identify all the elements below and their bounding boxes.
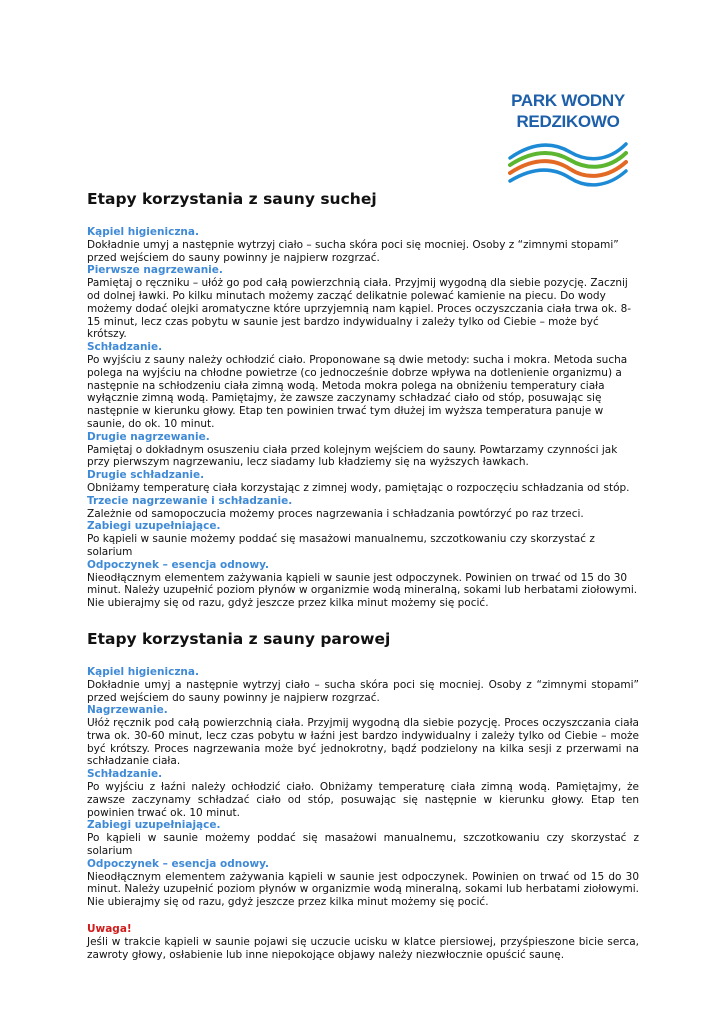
- wave-logo-icon: [508, 140, 628, 192]
- step-heading: Kąpiel higieniczna.: [87, 665, 199, 678]
- step-heading: Schładzanie.: [87, 341, 163, 354]
- step-text: Zależnie od samopoczucia możemy proces nagrzewania i schładzania powtórzyć po raz trzeci.: [87, 507, 584, 520]
- step-text: Po kąpieli w saunie możemy poddać się masażowi manualnemu, szczotkowaniu czy skorzystać z solarium: [87, 533, 595, 558]
- step-text: Ułóż ręcznik pod całą powierzchnią ciała. Przyjmij wygodną dla siebie pozycję. Proces oczyszczania ciała trwa ok. 30-60 minut, lecz czas pobytu w łaźni jest bardzo indywidualny i zależy tylko od Ciebie – może być krótszy. Proces nagrzewania może być jednokrotny, bądź podzielony na kilka sesji z przerwami na schładzanie ciała.: [87, 717, 639, 768]
- logo-text-line1: PARK WODNY: [511, 91, 625, 110]
- warning-text: Jeśli w trakcie kąpieli w saunie pojawi się uczucie ucisku w klatce piersiowej, przyśpieszone bicie serca, zawroty głowy, osłabienie lub inne niepokojące objawy należy niezwłocznie opuścić saunę.: [87, 935, 639, 961]
- step-text: Pamiętaj o ręczniku – ułóż go pod całą powierzchnią ciała. Przyjmij wygodną dla siebie pozycję. Zacznij od dolnej ławki. Po kilku minutach możemy zacząć delikatnie polewać kamienie na piecu. Do wody możemy dodać olejki aromatyczne które uprzyjemnią nam kąpiel. Proces oczyszczania ciała trwa ok. 8-15 minut, lecz czas pobytu w saunie jest bardzo indywidualny i zależy tylko od Ciebie – może być krótszy.: [87, 277, 632, 341]
- document-body: [87, 190, 639, 961]
- section-title-steam: Etapy korzystania z sauny parowej: [87, 629, 391, 648]
- logo: [508, 90, 628, 192]
- step-heading: Nagrzewanie.: [87, 704, 168, 717]
- section-dry-sauna: [87, 190, 639, 610]
- step-text: Dokładnie umyj a następnie wytrzyj ciało – sucha skóra poci się mocniej. Osoby z “zimnymi stopami” przed wejściem do sauny powinny je najpierw rozgrzać.: [87, 238, 619, 264]
- step-heading: Odpoczynek – esencja odnowy.: [87, 857, 270, 870]
- step-text: Nieodłącznym elementem zażywania kąpieli w saunie jest odpoczynek. Powinien on trwać od 15 do 30 minut. Należy uzupełnić poziom płynów w organizmie wodą mineralną, sokami lub herbatami ziołowymi. Nie ubierajmy się od razu, gdyż jeszcze przez kilka minut możemy się pocić.: [87, 571, 638, 610]
- step-heading: Trzecie nagrzewanie i schładzanie.: [87, 494, 293, 507]
- step-text: Po wyjściu z sauny należy ochłodzić ciało. Proponowane są dwie metody: sucha i mokra. Metoda sucha polega na wyjściu na chłodne powietrze (co jednocześnie dobrze wpływa na dotlenienie organizmu) a następnie na schłodzeniu ciała zimną wodą. Metoda mokra polega na obniżeniu temperatury ciała wyłącznie zimną wodą. Pamiętajmy, że zawsze zaczynamy schładzać ciało od stóp, posuwając się następnie w kierunku głowy. Etap ten powinien trwać tym dłużej im wyższa temperatura panuje w saunie, do ok. 10 minut.: [87, 353, 628, 430]
- section-title-dry: Etapy korzystania z sauny suchej: [87, 190, 377, 208]
- section-steam-sauna: [87, 630, 639, 962]
- step-heading: Drugie schładzanie.: [87, 469, 205, 482]
- step-heading: Drugie nagrzewanie.: [87, 430, 210, 443]
- step-text: Pamiętaj o dokładnym osuszeniu ciała przed kolejnym wejściem do sauny. Powtarzamy czynności jak przy pierwszym nagrzewaniu, lecz siadamy lub kładziemy się na wyższych ławkach.: [87, 443, 618, 469]
- step-heading: Kąpiel higieniczna.: [87, 226, 199, 238]
- logo-text-line2: REDZIKOWO: [516, 112, 620, 131]
- step-heading: Pierwsze nagrzewanie.: [87, 264, 223, 277]
- step-heading: Schładzanie.: [87, 768, 163, 781]
- step-text: Obniżamy temperaturę ciała korzystając z zimnej wody, pamiętając o rozpoczęciu schładzania od stóp.: [87, 481, 630, 494]
- step-text: Po kąpieli w saunie możemy poddać się masażowi manualnemu, szczotkowaniu czy skorzystać z solarium: [87, 832, 639, 858]
- step-text: Dokładnie umyj a następnie wytrzyj ciało – sucha skóra poci się mocniej. Osoby z “zimnymi stopami” przed wejściem do sauny powinny je najpierw rozgrzać.: [87, 678, 639, 704]
- warning-title: Uwaga!: [87, 923, 132, 936]
- step-text: Nieodłącznym elementem zażywania kąpieli w saunie jest odpoczynek. Powinien on trwać od 15 do 30 minut. Należy uzupełnić poziom płynów w organizmie wodą mineralną, sokami lub herbatami ziołowymi. Nie ubierajmy się od razu, gdyż jeszcze przez kilka minut możemy się pocić.: [87, 870, 639, 909]
- step-heading: Odpoczynek – esencja odnowy.: [87, 558, 270, 571]
- step-heading: Zabiegi uzupełniające.: [87, 520, 221, 533]
- step-text: Po wyjściu z łaźni należy ochłodzić ciało. Obniżamy temperaturę ciała zimną wodą. Pamiętajmy, że zawsze zaczynamy schładzać ciało od stóp, posuwając się następnie w kierunku głowy. Etap ten powinien trwać ok. 10 minut.: [87, 781, 639, 819]
- step-heading: Zabiegi uzupełniające.: [87, 819, 221, 832]
